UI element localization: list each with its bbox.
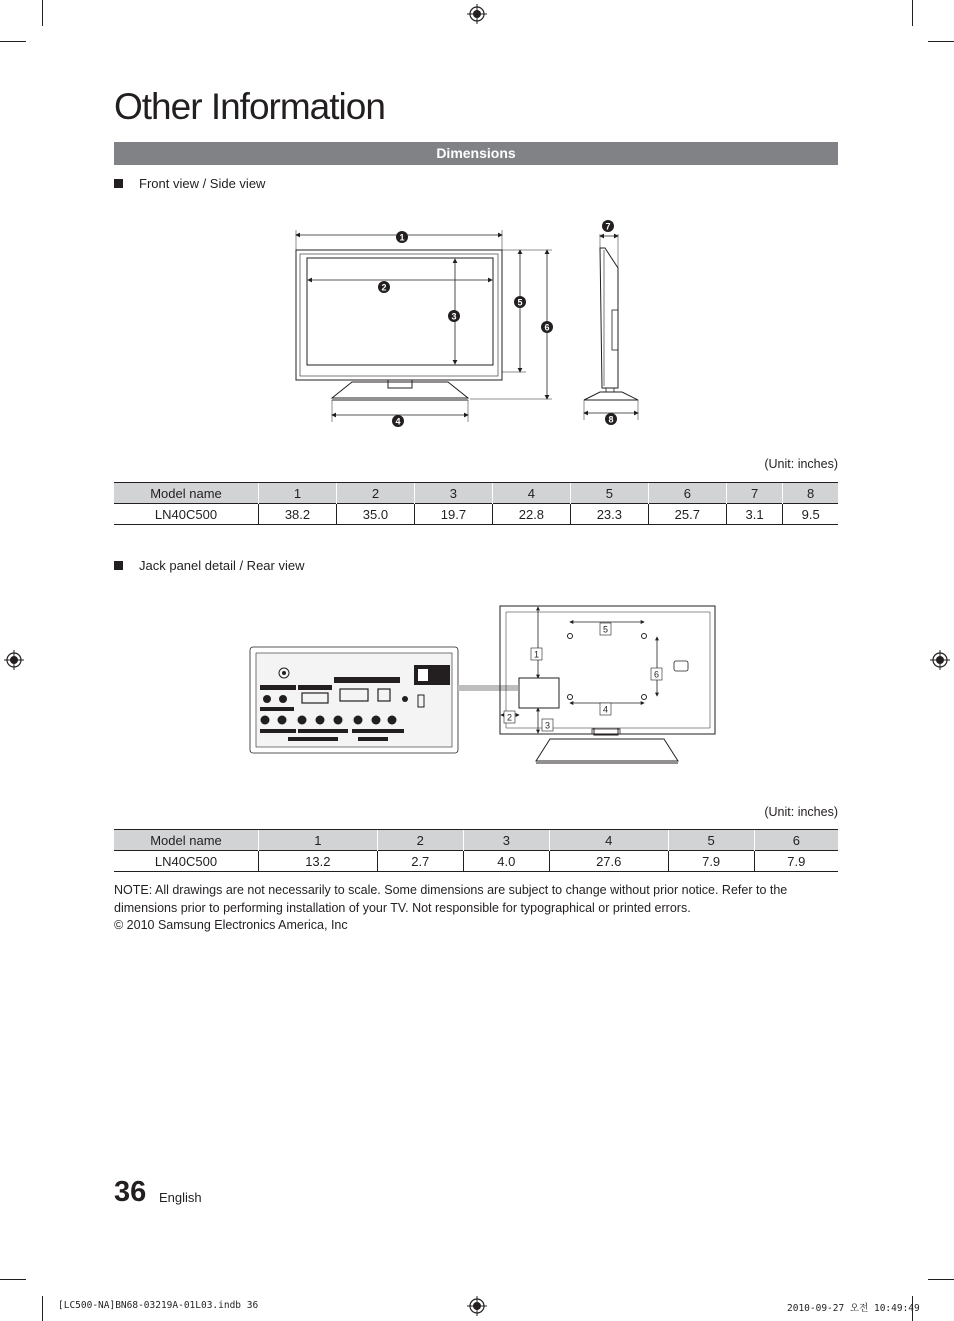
callout-2	[378, 281, 390, 293]
table-cell: 38.2	[259, 504, 337, 525]
table-cell: 7.9	[754, 851, 838, 872]
svg-text:8: 8	[608, 414, 614, 425]
table-cell: 3.1	[726, 504, 783, 525]
footer-timestamp: 2010-09-27 오전 10:49:49	[787, 1303, 920, 1314]
page-title: Other Information	[114, 86, 385, 127]
rear-callout-2	[504, 711, 515, 723]
front-side-view-diagram	[280, 210, 660, 440]
table-cell: LN40C500	[114, 504, 259, 525]
table-header-cell: 8	[783, 483, 838, 504]
table-cell: 22.8	[492, 504, 570, 525]
table-cell: LN40C500	[114, 851, 259, 872]
svg-text:6: 6	[544, 322, 550, 333]
crop-mark	[928, 41, 954, 42]
table-header-cell: 3	[463, 830, 549, 851]
table-cell: 13.2	[259, 851, 378, 872]
registration-mark-icon	[4, 650, 24, 670]
table-header-row	[114, 830, 838, 851]
front-view-heading	[114, 176, 265, 191]
front-view-heading-text: Front view / Side view	[139, 176, 266, 191]
page-number: 36	[114, 1176, 147, 1208]
registration-mark-icon	[467, 1296, 487, 1316]
svg-text:2: 2	[381, 282, 387, 293]
svg-text:3: 3	[544, 720, 551, 731]
table-header-cell: 4	[492, 483, 570, 504]
svg-text:4: 4	[602, 704, 609, 715]
callout-7	[602, 220, 614, 232]
bullet-square-icon	[114, 179, 123, 188]
table-header-cell: 5	[668, 830, 754, 851]
rear-callout-3	[542, 719, 553, 731]
table-header-cell: 6	[754, 830, 838, 851]
section-title-bar: Dimensions	[114, 142, 838, 165]
table-cell: 25.7	[648, 504, 726, 525]
crop-mark	[912, 0, 913, 26]
svg-text:1: 1	[399, 232, 405, 243]
registration-mark-icon	[930, 650, 950, 670]
callout-1	[396, 231, 408, 243]
table-header-cell: 2	[336, 483, 414, 504]
callout-3	[448, 310, 460, 322]
table-header-cell: 6	[648, 483, 726, 504]
callout-6	[541, 321, 553, 333]
table-cell: 4.0	[463, 851, 549, 872]
table-header-cell: Model name	[114, 483, 259, 504]
svg-text:6: 6	[653, 669, 660, 680]
table-header-cell: 1	[259, 830, 378, 851]
table1-unit-note: (Unit: inches)	[764, 457, 838, 471]
callout-5	[514, 296, 526, 308]
crop-mark	[0, 1279, 26, 1280]
table-header-cell: 4	[549, 830, 668, 851]
table-cell: 23.3	[570, 504, 648, 525]
table-header-cell: 3	[414, 483, 492, 504]
svg-text:4: 4	[395, 416, 401, 427]
crop-mark	[42, 1296, 43, 1321]
table-cell: 9.5	[783, 504, 838, 525]
table2-unit-note: (Unit: inches)	[764, 805, 838, 819]
footer-file-info: [LC500-NA]BN68-03219A-01L03.indb 36	[58, 1300, 259, 1311]
svg-text:3: 3	[451, 311, 457, 322]
svg-text:1: 1	[533, 649, 540, 660]
table-header-cell: 1	[259, 483, 337, 504]
rear-callout-1	[531, 648, 542, 660]
crop-mark	[0, 41, 26, 42]
table-row	[114, 851, 838, 872]
callout-4	[392, 415, 404, 427]
table-header-cell: 7	[726, 483, 783, 504]
table-header-cell: 5	[570, 483, 648, 504]
dimensions-table-rear	[114, 829, 838, 872]
rear-callout-6	[651, 668, 662, 680]
svg-text:7: 7	[605, 221, 611, 232]
table-header-row	[114, 483, 838, 504]
svg-text:2: 2	[506, 712, 513, 723]
svg-text:5: 5	[602, 624, 609, 635]
table-cell: 2.7	[377, 851, 463, 872]
table-cell: 35.0	[336, 504, 414, 525]
svg-text:5: 5	[517, 297, 523, 308]
table-cell: 7.9	[668, 851, 754, 872]
table-cell: 27.6	[549, 851, 668, 872]
copyright-text: © 2010 Samsung Electronics America, Inc	[114, 918, 348, 932]
table-header-cell: Model name	[114, 830, 259, 851]
crop-mark	[928, 1279, 954, 1280]
page-language: English	[159, 1190, 202, 1205]
table-row	[114, 504, 838, 525]
crop-mark	[42, 0, 43, 26]
bullet-square-icon	[114, 561, 123, 570]
dimensions-table-front	[114, 482, 838, 525]
rear-callout-4	[600, 703, 611, 715]
table-cell: 19.7	[414, 504, 492, 525]
callout-8	[605, 413, 617, 425]
registration-mark-icon	[467, 4, 487, 24]
rear-view-heading-text: Jack panel detail / Rear view	[139, 558, 305, 573]
rear-view-heading	[114, 558, 304, 573]
jack-panel-rear-view-diagram	[248, 603, 720, 767]
rear-callout-5	[600, 623, 611, 635]
table-header-cell: 2	[377, 830, 463, 851]
disclaimer-note: NOTE: All drawings are not necessarily to scale. Some dimensions are subject to change without prior notice. Refer to the dimensions prior to performing installation of your TV. Not responsible for typographical or printed errors.	[114, 883, 788, 915]
